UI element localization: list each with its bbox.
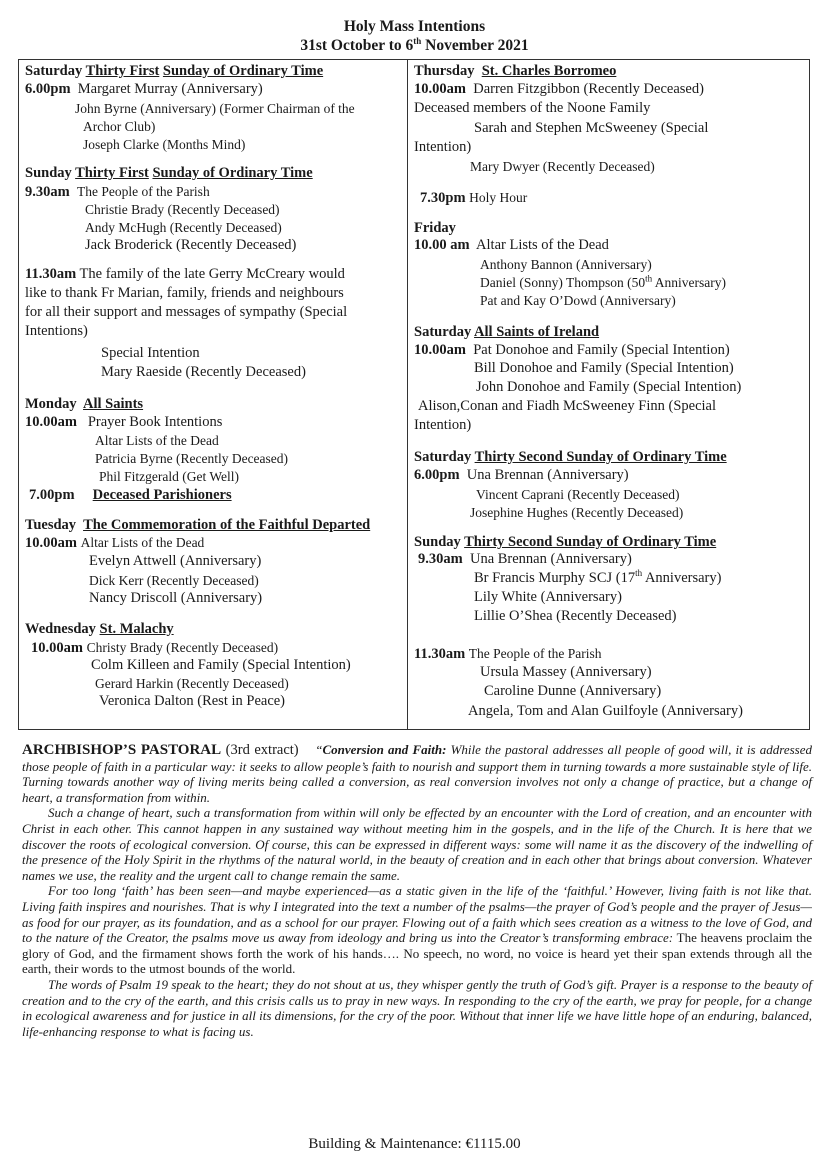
date-range-end: November 2021 [421,37,529,54]
intention: Deceased Parishioners [92,487,232,503]
intention: The People of the Parish [76,184,210,199]
feast-name: All Saints of Ireland [474,324,600,340]
intention: Special Intention [101,345,200,361]
intention: John Donohoe and Family (Special Intention) [476,379,742,395]
wednesday-heading [25,621,174,638]
feast-name: St. Charles Borromeo [481,63,617,79]
day-name: Monday [25,396,77,412]
intention: like to thank Fr Marian, family, friends and neighbours [25,285,344,301]
mass-time-row [25,183,210,201]
day-name: Sunday [25,165,72,181]
mass-time: 10.00am [414,81,466,97]
intention: Una Brennan (Anniversary) [466,467,629,483]
right-column [408,60,809,729]
mass-time: 6.00pm [25,81,71,97]
mass-time: 9.30am [418,551,463,567]
intention: Andy McHugh (Recently Deceased) [85,220,282,235]
pastoral-title: ARCHBISHOP’S PASTORAL [22,742,222,758]
left-column [19,60,408,729]
intention: Caroline Dunne (Anniversary) [484,683,662,699]
feast-name: All Saints [83,396,144,412]
intention: Anthony Bannon (Anniversary) [480,257,652,272]
tuesday-heading [25,517,370,534]
building-maintenance-total: Building & Maintenance: €1115.00 [308,1136,521,1152]
intention: Intention) [414,139,472,155]
intention: Alison,Conan and Fiadh McSweeney Finn (Special [418,398,717,414]
intention: Nancy Driscoll (Anniversary) [89,590,263,606]
intention: Bill Donohoe and Family (Special Intention) [474,360,734,376]
mass-time: 6.00pm [414,467,460,483]
intention: Colm Killeen and Family (Special Intention) [91,657,351,673]
intention: Pat and Kay O’Dowd (Anniversary) [480,293,676,308]
feast-part: Sunday of Ordinary Time [152,165,313,181]
intention: Mary Raeside (Recently Deceased) [101,364,306,380]
intention-text: Daniel (Sonny) Thompson (50 [480,275,646,290]
intention: Phil Fitzgerald (Get Well) [99,469,240,484]
psalm-quote: The heavens proclaim the glory of God, and the firmament shows forth the work of his hands…. No speech, no word, no voice is heard yet their span extends through all the earth, their words to the utmost bounds of the world. [22,930,812,977]
intention-text: Anniversary) [642,570,722,586]
intention: Jack Broderick (Recently Deceased) [85,237,297,253]
quote-mark: “ [315,742,323,757]
day-name: Sunday [414,534,461,550]
archbishops-pastoral [22,742,812,1039]
intention: Altar Lists of the Dead [80,535,205,550]
intention: John Byrne (Anniversary) (Former Chairman of the [75,101,355,116]
intention: Ursula Massey (Anniversary) [480,664,652,680]
intention: Sarah and Stephen McSweeney (Special [474,120,709,136]
intention: Angela, Tom and Alan Guilfoyle (Anniversary) [468,703,743,719]
feast-name: St. Malachy [99,621,174,637]
intention: Mary Dwyer (Recently Deceased) [470,159,655,174]
feast-name: The Commemoration of the Faithful Departed [83,517,371,533]
intention: Deceased members of the Noone Family [414,100,651,116]
intention: Una Brennan (Anniversary) [469,551,632,567]
mass-time-row [420,189,527,207]
ordinal-suffix: th [645,273,653,284]
intention: Christy Brady (Recently Deceased) [86,640,279,655]
mass-time-row [414,645,602,663]
intention [480,274,726,291]
intention-text: Anniversary) [652,275,726,290]
monday-heading [25,396,143,413]
pastoral-text: For too long ‘faith’ has been seen—and maybe experienced—as a static given in the life of the ‘faithful.’ However, living faith is not like that. Living faith inspires and nourishes. That is why I integrated into the text a number of the psalms—the prayer of God’s people and the prayer of Jesus—as food for our prayer, as its foundation, and as a school for our prayer. Flowing out of a faith which sees creation as a witness to the love of God, and to the nature of the Creator, the psalms move us away from ideology and bring us into the Creator’s transforming embrace: [22,883,812,946]
day-name: Saturday [25,63,83,79]
pastoral-text: While the pastoral addresses all people of good will, it is addressed those people of faith in a particular way: it seeks to allow people’s faith to nourish and support them in turning towards a more sustainable style of life. Turning towards another way of living merits being called a conversion, as real conversion involves not only a change of practice, but a change of heart, a transformation from within. [22,742,812,805]
day-name: Tuesday [25,517,77,533]
mass-time: 10.00am [25,414,77,430]
date-suffix: th [413,35,422,46]
feast-name: Thirty Second Sunday of Ordinary Time [474,449,727,465]
mass-time: 7.30pm [420,190,466,206]
mass-time-row [25,266,345,283]
intention: Vincent Caprani (Recently Deceased) [476,487,680,502]
mass-time-row [414,81,704,98]
intention: Josephine Hughes (Recently Deceased) [470,505,684,520]
page-title: Holy Mass Intentions [343,18,486,35]
mass-time-row [29,487,232,504]
feast-name: Thirty Second Sunday of Ordinary Time [464,534,717,550]
pastoral-paragraph: The words of Psalm 19 speak to the heart; they do not shout at us, they whisper gently the truth of God’s gift. Prayer is a response to the beauty of creation and to the cry of the earth, and this crisis calls us to pray in new ways. In responding to the cry of the earth, we pray for people, for a change in ecological awareness and for justice in all its dimensions, for the cry of the poor. Without that inner life we have little hope of an enduring, balanced, life-enhancing response to what is facing us. [22,976,812,1039]
intention: Margaret Murray (Anniversary) [77,81,263,97]
mass-time-row [25,81,263,98]
mass-time-row [414,342,730,359]
pastoral-lead: Conversion and Faith: [322,742,447,757]
intention: Gerard Harkin (Recently Deceased) [95,676,289,691]
intention: Christie Brady (Recently Deceased) [85,202,280,217]
day-name: Wednesday [25,621,96,637]
pastoral-extract-label: (3rd extract) [221,742,299,758]
feast-part: Sunday of Ordinary Time [162,63,324,79]
intention: Altar Lists of the Dead [476,237,609,253]
mass-time: 10.00am [25,535,77,551]
date-range-start: 31st October to 6 [300,37,414,54]
day-name: Saturday [414,324,472,340]
intention: Darren Fitzgibbon (Recently Deceased) [473,81,704,97]
mass-time: 10.00am [414,342,466,358]
intention: Pat Donohoe and Family (Special Intention) [473,342,730,358]
saturday-heading [25,63,323,80]
intention [474,570,721,587]
intention: Veronica Dalton (Rest in Peace) [99,693,286,709]
feast-part: Thirty First [75,165,149,181]
intention: Prayer Book Intentions [87,414,223,430]
saturday-heading [414,324,599,341]
intention: Altar Lists of the Dead [95,433,219,448]
intention: Evelyn Attwell (Anniversary) [89,553,262,569]
pastoral-paragraph [22,742,812,805]
day-name: Saturday [414,449,472,465]
saturday-vigil-heading [414,449,727,466]
feast-part: Thirty First [85,63,160,79]
intention: Lillie O’Shea (Recently Deceased) [474,608,677,624]
intention: Archor Club) [83,119,156,134]
thursday-heading [414,63,616,80]
intention: Patricia Byrne (Recently Deceased) [95,451,289,466]
intention: for all their support and messages of sympathy (Special [25,304,348,320]
mass-intentions-table [18,59,810,730]
intention: Joseph Clarke (Months Mind) [83,137,246,152]
friday-heading: Friday [414,220,456,236]
mass-time-row [414,237,609,254]
date-range [0,37,829,55]
intention-text: Br Francis Murphy SCJ (17 [474,570,636,586]
mass-time: 7.00pm [29,487,75,503]
intention: The People of the Parish [468,646,602,661]
mass-time: 10.00 am [414,237,470,253]
sunday-heading [414,534,716,551]
pastoral-paragraph: Such a change of heart, such a transformation from within will only be effected by an encounter with the Lord of creation, and an encounter with Christ in each other. This cannot happen in any sustained way without meeting him in the gospels, and in the life of the Church. It is here that we discover the roots of ecological conversion. Of course, this can be expressed in different ways: some will name it as the discovery of the indwelling of the presence of the Holy Spirit in the rhythms of the natural world, in the beauty of creation and in each other that brings about conversion. Whatever names we use, the reality and the urgent call to change remain the same. [22,805,812,883]
intention: Lily White (Anniversary) [474,589,622,605]
intention: Intention) [414,417,472,433]
ordinal-suffix: th [635,568,643,579]
mass-time-row [25,534,204,552]
intention: The family of the late Gerry McCreary would [79,266,345,282]
mass-time-row [31,639,278,657]
sunday-heading [25,165,313,182]
mass-time: 9.30am [25,184,70,200]
intention: Dick Kerr (Recently Deceased) [89,573,259,588]
day-name: Thursday [414,63,475,79]
mass-time-row [418,551,632,568]
intention: Intentions) [25,323,88,339]
mass-time-row [25,414,222,431]
mass-time: 11.30am [414,646,466,662]
mass-time: 11.30am [25,266,77,282]
intention: Holy Hour [469,190,528,205]
mass-time-row [414,467,629,484]
pastoral-paragraph [22,883,812,977]
mass-time: 10.00am [31,640,83,656]
